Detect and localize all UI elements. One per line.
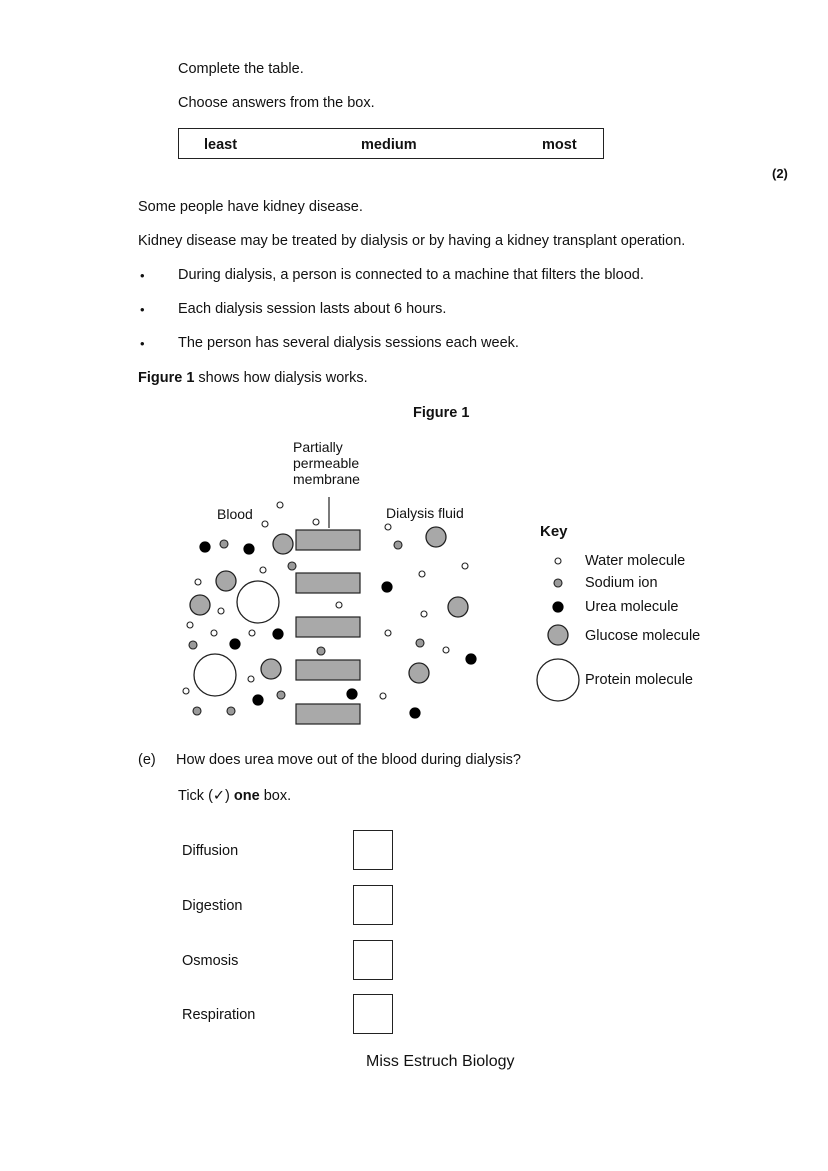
membrane-label: Partially permeable membrane	[293, 439, 360, 487]
water-molecule-icon	[195, 579, 201, 585]
sodium-ion-icon	[288, 562, 296, 570]
glucose-molecule-icon	[448, 597, 468, 617]
urea-molecule-icon	[253, 695, 263, 705]
answer-word-medium: medium	[361, 137, 417, 153]
protein-molecule-icon	[537, 659, 579, 701]
sodium-ion-icon	[277, 691, 285, 699]
option-label-respiration: Respiration	[182, 1007, 256, 1023]
membrane-segment	[296, 660, 360, 680]
water-molecule-icon	[260, 567, 266, 573]
glucose-molecule-icon	[273, 534, 293, 554]
protein-molecule-icon	[194, 654, 236, 696]
water-molecule-icon	[313, 519, 319, 525]
membrane-segment	[296, 530, 360, 550]
glucose-molecule-icon	[261, 659, 281, 679]
marks-label: (2)	[772, 166, 788, 181]
water-molecule-icon	[385, 630, 391, 636]
key-label-urea: Urea molecule	[585, 599, 679, 615]
membrane-segment	[296, 573, 360, 593]
tick-box-respiration[interactable]	[353, 994, 393, 1034]
instruction-complete-table: Complete the table.	[178, 61, 304, 77]
water-molecule-icon	[249, 630, 255, 636]
sodium-ion-icon	[220, 540, 228, 548]
bullet-dot: •	[140, 268, 145, 283]
water-molecule-icon	[555, 558, 561, 564]
protein-molecule-icon	[237, 581, 279, 623]
urea-molecule-icon	[244, 544, 254, 554]
key-label-protein: Protein molecule	[585, 672, 693, 688]
glucose-molecule-icon	[190, 595, 210, 615]
water-molecule-icon	[421, 611, 427, 617]
water-molecule-icon	[443, 647, 449, 653]
water-molecule-icon	[385, 524, 391, 530]
urea-molecule-icon	[466, 654, 476, 664]
sodium-ion-icon	[554, 579, 562, 587]
intro-line-1: Some people have kidney disease.	[138, 199, 363, 215]
tick-box-osmosis[interactable]	[353, 940, 393, 980]
figure-reference: Figure 1 shows how dialysis works.	[138, 370, 368, 386]
sodium-ion-icon	[317, 647, 325, 655]
tick-instruction: Tick (✓) one box.	[178, 788, 292, 804]
bullet-item-3: The person has several dialysis sessions each week.	[178, 335, 519, 351]
answer-word-most: most	[542, 137, 577, 153]
water-molecule-icon	[218, 608, 224, 614]
membrane-segment	[296, 617, 360, 637]
water-molecule-icon	[262, 521, 268, 527]
option-label-diffusion: Diffusion	[182, 843, 239, 859]
question-text: How does urea move out of the blood during dialysis?	[176, 752, 521, 768]
question-label: (e)	[138, 752, 156, 768]
water-molecule-icon	[248, 676, 254, 682]
key-title: Key	[540, 523, 568, 540]
water-molecule-icon	[277, 502, 283, 508]
sodium-ion-icon	[394, 541, 402, 549]
bullet-item-2: Each dialysis session lasts about 6 hours.	[178, 301, 447, 317]
sodium-ion-icon	[416, 639, 424, 647]
water-molecule-icon	[211, 630, 217, 636]
urea-molecule-icon	[382, 582, 392, 592]
answer-word-least: least	[204, 137, 238, 153]
bullet-dot: •	[140, 302, 145, 317]
water-molecule-icon	[419, 571, 425, 577]
blood-label: Blood	[217, 506, 253, 522]
urea-molecule-icon	[273, 629, 283, 639]
key-label-glucose: Glucose molecule	[585, 628, 701, 644]
glucose-molecule-icon	[426, 527, 446, 547]
urea-molecule-icon	[230, 639, 240, 649]
sodium-ion-icon	[227, 707, 235, 715]
membrane-segment	[296, 704, 360, 724]
tick-box-diffusion[interactable]	[353, 830, 393, 870]
glucose-molecule-icon	[548, 625, 568, 645]
urea-molecule-icon	[347, 689, 357, 699]
bullet-dot: •	[140, 336, 145, 351]
key-label-water: Water molecule	[585, 553, 686, 569]
figure-title: Figure 1	[413, 405, 470, 421]
key-label-sodium: Sodium ion	[585, 575, 658, 591]
water-molecule-icon	[183, 688, 189, 694]
glucose-molecule-icon	[216, 571, 236, 591]
intro-line-2: Kidney disease may be treated by dialysis or by having a kidney transplant operation.	[138, 233, 686, 249]
footer-text: Miss Estruch Biology	[366, 1053, 515, 1070]
option-label-osmosis: Osmosis	[182, 953, 239, 969]
urea-molecule-icon	[553, 602, 563, 612]
water-molecule-icon	[336, 602, 342, 608]
water-molecule-icon	[187, 622, 193, 628]
instruction-choose-answers: Choose answers from the box.	[178, 95, 375, 111]
urea-molecule-icon	[200, 542, 210, 552]
dialysis-fluid-label: Dialysis fluid	[386, 505, 464, 521]
tick-box-digestion[interactable]	[353, 885, 393, 925]
option-label-digestion: Digestion	[182, 898, 243, 914]
bullet-item-1: During dialysis, a person is connected to a machine that filters the blood.	[178, 267, 644, 283]
water-molecule-icon	[462, 563, 468, 569]
sodium-ion-icon	[193, 707, 201, 715]
urea-molecule-icon	[410, 708, 420, 718]
water-molecule-icon	[380, 693, 386, 699]
glucose-molecule-icon	[409, 663, 429, 683]
sodium-ion-icon	[189, 641, 197, 649]
